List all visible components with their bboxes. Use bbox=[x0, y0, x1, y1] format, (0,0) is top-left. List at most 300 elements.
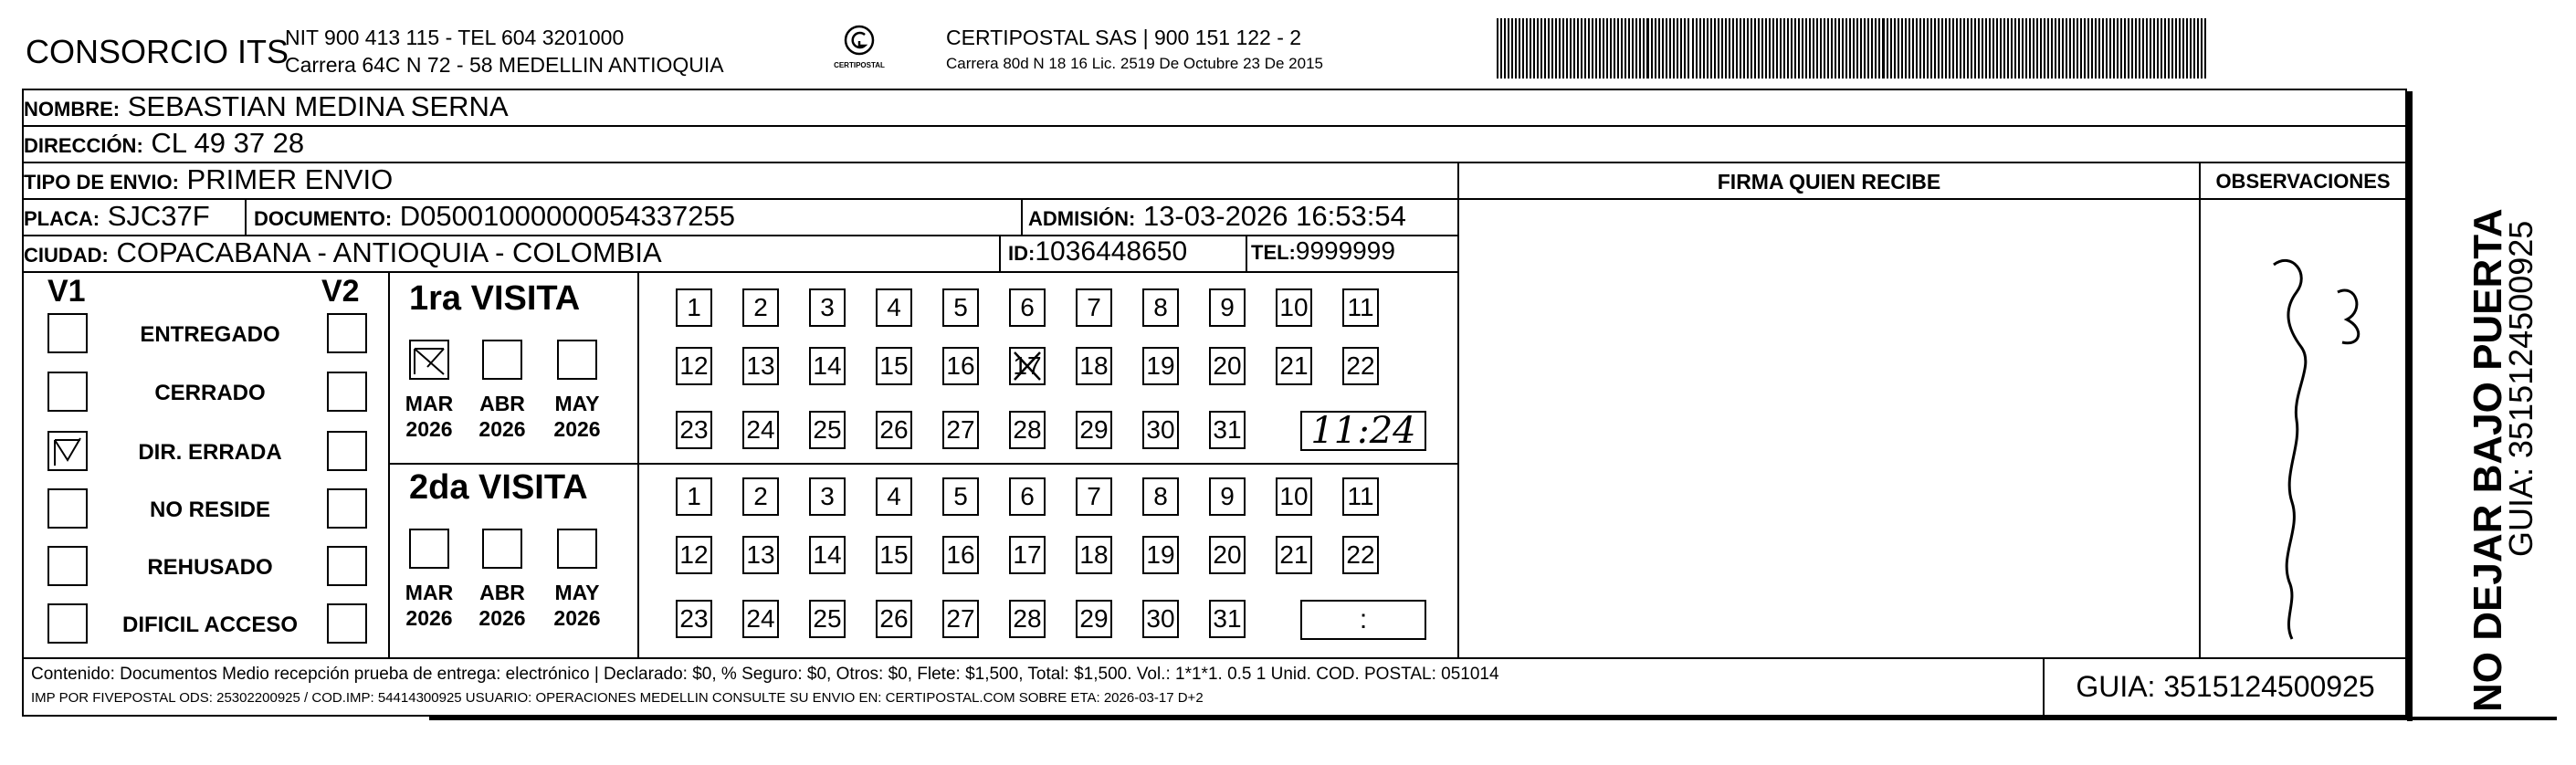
status-label: DIFICIL ACCESO bbox=[121, 613, 298, 637]
barcode-bar bbox=[2190, 18, 2192, 79]
barcode-bar bbox=[1871, 18, 1873, 79]
barcode-bar bbox=[1632, 18, 1634, 79]
day-box[interactable]: 3 bbox=[809, 477, 846, 516]
barcode-bar bbox=[1603, 18, 1604, 79]
barcode-bar bbox=[1621, 18, 1623, 79]
barcode-bar bbox=[2153, 18, 2155, 79]
barcode-bar bbox=[1930, 18, 1932, 79]
day-box[interactable]: 17 bbox=[1009, 347, 1046, 385]
barcode-bar bbox=[2022, 18, 2024, 79]
barcode-bar bbox=[1791, 18, 1793, 79]
barcode-bar bbox=[1985, 18, 1987, 79]
divider-observaciones bbox=[2199, 163, 2201, 657]
day-box[interactable]: 27 bbox=[942, 411, 979, 449]
month-year: 2026 bbox=[478, 417, 526, 441]
barcode-bar bbox=[1588, 18, 1590, 79]
divider-obs-right bbox=[2405, 163, 2407, 657]
barcode-bar bbox=[1725, 18, 1727, 79]
firma-heading: FIRMA QUIEN RECIBE bbox=[1717, 170, 1941, 194]
barcode-bar bbox=[1610, 18, 1612, 79]
barcode-bar bbox=[1989, 18, 1991, 79]
divider-status bbox=[388, 273, 390, 657]
id-value: 1036448650 bbox=[1035, 236, 1188, 267]
courier-logo-text: CERTIPOSTAL bbox=[834, 61, 885, 69]
barcode-bar bbox=[1956, 18, 1958, 79]
placa-value: SJC37F bbox=[107, 200, 210, 232]
barcode-bar bbox=[2029, 18, 2031, 79]
barcode-bar bbox=[1592, 18, 1593, 79]
barcode-bar bbox=[2135, 18, 2137, 79]
footer-imp: IMP POR FIVEPOSTAL ODS: 25302200925 / COD.IMP: 54414300925 USUARIO: OPERACIONES MEDELLIN CONSULTE SU ENVIO EN: CERTIPOSTAL.COM SOBRE ETA: 2026-03-17 D+2 bbox=[31, 690, 1204, 706]
row-direccion bbox=[24, 127, 2407, 163]
barcode-bar bbox=[1714, 18, 1716, 79]
day-box[interactable]: 19 bbox=[1142, 347, 1179, 385]
day-box[interactable]: 2 bbox=[742, 477, 779, 516]
barcode-bar bbox=[1772, 18, 1774, 79]
admision-value: 13-03-2026 16:53:54 bbox=[1142, 200, 1406, 232]
courier-license: Carrera 80d N 18 16 Lic. 2519 De Octubre 23 De 2015 bbox=[946, 55, 1323, 72]
barcode-bar bbox=[1747, 18, 1749, 79]
barcode-bar bbox=[1519, 18, 1520, 79]
month-name: MAR bbox=[405, 581, 454, 604]
day-box[interactable]: 5 bbox=[942, 477, 979, 516]
divider-admision bbox=[1021, 200, 1023, 236]
barcode-bar bbox=[2095, 18, 2097, 79]
month-checkbox[interactable] bbox=[409, 340, 449, 380]
check-mark-icon bbox=[411, 341, 447, 378]
barcode-bar bbox=[1945, 18, 1947, 79]
barcode-bar bbox=[1831, 18, 1833, 79]
barcode-bar bbox=[2003, 18, 2005, 79]
barcode-bar bbox=[1617, 18, 1619, 79]
footer-guia: GUIA: 3515124500925 bbox=[2076, 670, 2375, 703]
barcode-bar bbox=[2157, 18, 2159, 79]
day-box[interactable]: 14 bbox=[809, 536, 846, 574]
day-box[interactable]: 22 bbox=[1342, 347, 1379, 385]
barcode-bar bbox=[1551, 18, 1553, 79]
barcode-bar bbox=[2150, 18, 2151, 79]
barcode-bar bbox=[2186, 18, 2188, 79]
barcode-bar bbox=[2164, 18, 2166, 79]
barcode-bar bbox=[2069, 18, 2071, 79]
day-box[interactable]: 22 bbox=[1342, 536, 1379, 574]
barcode-bar bbox=[1916, 18, 1918, 79]
status-label: NO RESIDE bbox=[149, 498, 271, 522]
barcode-bar bbox=[1651, 18, 1653, 79]
barcode-bar bbox=[1878, 18, 1880, 79]
day-box[interactable]: 14 bbox=[809, 347, 846, 385]
barcode-bar bbox=[1624, 18, 1626, 79]
barcode-bar bbox=[1949, 18, 1950, 79]
side-warning bbox=[2420, 82, 2510, 721]
barcode-bar bbox=[1677, 18, 1678, 79]
month-checkbox[interactable] bbox=[557, 529, 597, 569]
observation-handwriting bbox=[2210, 246, 2392, 648]
barcode-bar bbox=[1805, 18, 1807, 79]
barcode-bar bbox=[2168, 18, 2170, 79]
day-box[interactable]: 6 bbox=[1009, 288, 1046, 327]
barcode-bar bbox=[2087, 18, 2089, 79]
month-name: MAY bbox=[554, 581, 600, 604]
v1-checkbox[interactable] bbox=[47, 603, 88, 644]
day-box[interactable]: 28 bbox=[1009, 600, 1046, 638]
month-checkbox[interactable] bbox=[557, 340, 597, 380]
company-nit: NIT 900 413 115 - TEL 604 3201000 bbox=[285, 26, 625, 49]
month-label bbox=[473, 580, 531, 631]
day-box[interactable]: 23 bbox=[676, 600, 712, 638]
barcode-bar bbox=[2175, 18, 2177, 79]
barcode-bar bbox=[1666, 18, 1667, 79]
barcode-bar bbox=[1555, 18, 1557, 79]
barcode-bar bbox=[1890, 18, 1892, 79]
status-label: ENTREGADO bbox=[140, 322, 280, 347]
barcode-bar bbox=[1882, 18, 1885, 79]
barcode-bar bbox=[2120, 18, 2122, 79]
v2-checkbox[interactable] bbox=[327, 313, 367, 353]
day-box[interactable]: 5 bbox=[942, 288, 979, 327]
day-box[interactable]: 29 bbox=[1076, 600, 1112, 638]
day-box[interactable]: 11 bbox=[1342, 477, 1379, 516]
barcode-bar bbox=[2044, 18, 2045, 79]
barcode-bar bbox=[1813, 18, 1814, 79]
barcode-bar bbox=[1504, 18, 1506, 79]
barcode-bar bbox=[1776, 18, 1778, 79]
barcode-bar bbox=[1643, 18, 1645, 79]
barcode-bar bbox=[1887, 18, 1888, 79]
barcode-bar bbox=[1923, 18, 1925, 79]
barcode-bar bbox=[1996, 18, 1998, 79]
barcode-bar bbox=[1533, 18, 1535, 79]
barcode-bar bbox=[1684, 18, 1686, 79]
day-box[interactable]: 21 bbox=[1276, 347, 1312, 385]
barcode-bar bbox=[2124, 18, 2126, 79]
barcode-bar bbox=[1809, 18, 1811, 79]
day-box[interactable]: 4 bbox=[876, 288, 912, 327]
visit-title: 1ra VISITA bbox=[409, 279, 581, 318]
check-mark-icon bbox=[1011, 349, 1044, 383]
barcode-bar bbox=[1732, 18, 1734, 79]
barcode-bar bbox=[1905, 18, 1907, 79]
barcode-bar bbox=[1974, 18, 1976, 79]
barcode-bar bbox=[1635, 18, 1637, 79]
barcode-bar bbox=[2051, 18, 2053, 79]
barcode-bar bbox=[1912, 18, 1914, 79]
barcode-bar bbox=[1570, 18, 1572, 79]
barcode-bar bbox=[1856, 18, 1858, 79]
barcode-bar bbox=[1511, 18, 1513, 79]
month-name: MAY bbox=[554, 392, 600, 415]
month-checkbox[interactable] bbox=[482, 340, 522, 380]
tel-label: TEL: bbox=[1251, 241, 1296, 264]
barcode-bar bbox=[2025, 18, 2027, 79]
barcode-bar bbox=[1849, 18, 1851, 79]
admision-label: ADMISIÓN: bbox=[1028, 207, 1136, 230]
barcode-bar bbox=[2011, 18, 2013, 79]
day-box[interactable]: 26 bbox=[876, 411, 912, 449]
day-box[interactable]: 18 bbox=[1076, 347, 1112, 385]
day-box[interactable]: 9 bbox=[1209, 288, 1246, 327]
barcode-bar bbox=[1867, 18, 1869, 79]
barcode-bar bbox=[2073, 18, 2075, 79]
id-label: ID: bbox=[1008, 242, 1036, 265]
day-box[interactable]: 3 bbox=[809, 288, 846, 327]
barcode-bar bbox=[2047, 18, 2049, 79]
time-box[interactable]: 11:24 bbox=[1300, 411, 1426, 451]
barcode-bar bbox=[1816, 18, 1818, 79]
month-checkbox[interactable] bbox=[482, 529, 522, 569]
documento-field bbox=[254, 200, 735, 233]
barcode-bar bbox=[1908, 18, 1910, 79]
day-box[interactable]: 17 bbox=[1009, 536, 1046, 574]
barcode-bar bbox=[1794, 18, 1796, 79]
day-box[interactable]: 18 bbox=[1076, 536, 1112, 574]
day-box[interactable]: 8 bbox=[1142, 288, 1179, 327]
day-box[interactable]: 10 bbox=[1276, 288, 1312, 327]
day-box[interactable]: 12 bbox=[676, 347, 712, 385]
ciudad-value: COPACABANA - ANTIOQUIA - COLOMBIA bbox=[116, 236, 662, 268]
barcode-bar bbox=[2062, 18, 2064, 79]
v1-checkbox[interactable] bbox=[47, 372, 88, 412]
month-year: 2026 bbox=[405, 417, 453, 441]
day-box[interactable]: 30 bbox=[1142, 600, 1179, 638]
barcode-bar bbox=[1515, 18, 1517, 79]
barcode-bar bbox=[1853, 18, 1855, 79]
v2-checkbox[interactable] bbox=[327, 488, 367, 529]
day-box[interactable]: 24 bbox=[742, 411, 779, 449]
divider-guia bbox=[2043, 657, 2045, 717]
day-box[interactable]: 24 bbox=[742, 600, 779, 638]
barcode-bar bbox=[1798, 18, 1800, 79]
day-box[interactable]: 12 bbox=[676, 536, 712, 574]
tipo-label: TIPO DE ENVIO: bbox=[24, 171, 179, 194]
day-box[interactable]: 26 bbox=[876, 600, 912, 638]
nombre-value: SEBASTIAN MEDINA SERNA bbox=[127, 90, 509, 122]
day-box[interactable]: 20 bbox=[1209, 536, 1246, 574]
divider-firma bbox=[1457, 163, 1459, 657]
barcode-bar bbox=[2128, 18, 2129, 79]
barcode-bar bbox=[1562, 18, 1564, 79]
row-nombre bbox=[24, 90, 2407, 127]
day-box[interactable]: 1 bbox=[676, 288, 712, 327]
barcode-bar bbox=[1707, 18, 1709, 79]
barcode-bar bbox=[2077, 18, 2078, 79]
barcode-bar bbox=[1658, 18, 1660, 79]
v2-checkbox[interactable] bbox=[327, 546, 367, 586]
company-name: CONSORCIO ITS bbox=[26, 33, 289, 70]
barcode-bar bbox=[1696, 18, 1698, 79]
v1-checkbox[interactable] bbox=[47, 313, 88, 353]
barcode-bar bbox=[1573, 18, 1575, 79]
barcode-bar bbox=[1566, 18, 1568, 79]
day-box[interactable]: 2 bbox=[742, 288, 779, 327]
day-box[interactable]: 10 bbox=[1276, 477, 1312, 516]
day-box[interactable]: 20 bbox=[1209, 347, 1246, 385]
month-year: 2026 bbox=[553, 606, 601, 630]
barcode-bar bbox=[2106, 18, 2108, 79]
barcode-bar bbox=[1703, 18, 1705, 79]
tel-value: 9999999 bbox=[1295, 236, 1395, 265]
month-year: 2026 bbox=[553, 417, 601, 441]
month-label bbox=[548, 391, 606, 442]
barcode-bar bbox=[1646, 18, 1649, 79]
month-label bbox=[548, 580, 606, 631]
barcode bbox=[1495, 16, 2216, 82]
barcode-bar bbox=[1628, 18, 1630, 79]
barcode-bar bbox=[2182, 18, 2184, 79]
barcode-bar bbox=[1599, 18, 1601, 79]
barcode-bar bbox=[1780, 18, 1782, 79]
day-box[interactable]: 4 bbox=[876, 477, 912, 516]
status-label: REHUSADO bbox=[147, 555, 273, 580]
month-name: ABR bbox=[479, 392, 525, 415]
barcode-bar bbox=[2201, 18, 2203, 79]
barcode-bar bbox=[1740, 18, 1741, 79]
barcode-bar bbox=[2033, 18, 2035, 79]
barcode-bar bbox=[2084, 18, 2086, 79]
day-box[interactable]: 23 bbox=[676, 411, 712, 449]
form-frame-shadow bbox=[429, 717, 2557, 720]
side-warning-text: NO DEJAR BAJO PUERTA bbox=[2466, 208, 2510, 712]
day-box[interactable]: 6 bbox=[1009, 477, 1046, 516]
status-label: DIR. ERRADA bbox=[138, 440, 282, 465]
time-box[interactable]: : bbox=[1300, 600, 1426, 640]
barcode-bar bbox=[1655, 18, 1656, 79]
day-box[interactable]: 31 bbox=[1209, 411, 1246, 449]
barcode-bar bbox=[1758, 18, 1760, 79]
day-box[interactable]: 16 bbox=[942, 536, 979, 574]
documento-label: DOCUMENTO: bbox=[254, 207, 393, 230]
v2-checkbox[interactable] bbox=[327, 372, 367, 412]
day-box[interactable]: 7 bbox=[1076, 477, 1112, 516]
barcode-bar bbox=[1919, 18, 1921, 79]
day-box[interactable]: 1 bbox=[676, 477, 712, 516]
day-box[interactable]: 19 bbox=[1142, 536, 1179, 574]
barcode-bar bbox=[1769, 18, 1771, 79]
barcode-bar bbox=[2117, 18, 2119, 79]
barcode-bar bbox=[1544, 18, 1546, 79]
row-ciudad bbox=[24, 236, 1457, 273]
direccion-value: CL 49 37 28 bbox=[151, 127, 305, 159]
barcode-bar bbox=[1692, 18, 1694, 79]
barcode-bar bbox=[1845, 18, 1847, 79]
barcode-bar bbox=[1559, 18, 1561, 79]
barcode-bar bbox=[1754, 18, 1756, 79]
day-box[interactable]: 11 bbox=[1342, 288, 1379, 327]
form-frame-shadow-right bbox=[2407, 91, 2413, 721]
barcode-bar bbox=[2066, 18, 2067, 79]
barcode-bar bbox=[1864, 18, 1866, 79]
day-box[interactable]: 15 bbox=[876, 347, 912, 385]
barcode-bar bbox=[1827, 18, 1829, 79]
barcode-bar bbox=[1729, 18, 1730, 79]
day-box[interactable]: 29 bbox=[1076, 411, 1112, 449]
company-address: Carrera 64C N 72 - 58 MEDELLIN ANTIOQUIA bbox=[285, 53, 724, 77]
v1-checkbox[interactable] bbox=[47, 546, 88, 586]
day-box[interactable]: 25 bbox=[809, 411, 846, 449]
footer-content: Contenido: Documentos Medio recepción prueba de entrega: electrónico | Declarado: $0, % Seguro: $0, Otros: $0, Flete: $1,500, Total: $1,500. Vol.: 1*1*1. 0.5 1 Unid. COD. POSTAL: 051014 bbox=[31, 665, 1499, 684]
v1-checkbox[interactable] bbox=[47, 488, 88, 529]
barcode-bar bbox=[1938, 18, 1940, 79]
day-box[interactable]: 13 bbox=[742, 536, 779, 574]
firma-heading-rule bbox=[1457, 198, 2407, 200]
barcode-bar bbox=[1669, 18, 1671, 79]
barcode-bar bbox=[1978, 18, 1980, 79]
barcode-bar bbox=[2036, 18, 2038, 79]
barcode-bar bbox=[2161, 18, 2162, 79]
barcode-bar bbox=[1860, 18, 1862, 79]
barcode-bar bbox=[1761, 18, 1763, 79]
barcode-bar bbox=[1508, 18, 1509, 79]
barcode-bar bbox=[2131, 18, 2133, 79]
barcode-bar bbox=[1584, 18, 1586, 79]
barcode-bar bbox=[1802, 18, 1803, 79]
day-box[interactable]: 7 bbox=[1076, 288, 1112, 327]
barcode-bar bbox=[2139, 18, 2140, 79]
barcode-bar bbox=[1581, 18, 1582, 79]
divider-tel bbox=[1246, 236, 1247, 273]
v2-label: V2 bbox=[321, 274, 360, 309]
barcode-bar bbox=[2018, 18, 2020, 79]
side-guia-text: GUIA: 3515124500925 bbox=[2502, 220, 2539, 557]
v2-checkbox[interactable] bbox=[327, 431, 367, 471]
barcode-bar bbox=[1820, 18, 1822, 79]
nombre-label: NOMBRE: bbox=[24, 98, 121, 121]
month-checkbox[interactable] bbox=[409, 529, 449, 569]
day-box[interactable]: 13 bbox=[742, 347, 779, 385]
v1-checkbox[interactable] bbox=[47, 431, 88, 471]
day-box[interactable]: 21 bbox=[1276, 536, 1312, 574]
day-box[interactable]: 16 bbox=[942, 347, 979, 385]
barcode-bar bbox=[1606, 18, 1608, 79]
visit-title: 2da VISITA bbox=[409, 468, 588, 507]
day-box[interactable]: 15 bbox=[876, 536, 912, 574]
barcode-bar bbox=[2091, 18, 2093, 79]
barcode-bar bbox=[1673, 18, 1675, 79]
month-name: ABR bbox=[479, 581, 525, 604]
day-box[interactable]: 30 bbox=[1142, 411, 1179, 449]
v2-checkbox[interactable] bbox=[327, 603, 367, 644]
barcode-bar bbox=[1952, 18, 1954, 79]
barcode-bar bbox=[1901, 18, 1903, 79]
barcode-bar bbox=[2171, 18, 2173, 79]
barcode-bar bbox=[1639, 18, 1641, 79]
divider-visits bbox=[637, 273, 639, 657]
barcode-bar bbox=[2007, 18, 2009, 79]
day-box[interactable]: 25 bbox=[809, 600, 846, 638]
day-box[interactable]: 31 bbox=[1209, 600, 1246, 638]
barcode-bar bbox=[1783, 18, 1785, 79]
barcode-bar bbox=[1838, 18, 1840, 79]
status-label: CERRADO bbox=[154, 381, 266, 405]
month-year: 2026 bbox=[478, 606, 526, 630]
barcode-bar bbox=[1743, 18, 1745, 79]
barcode-bar bbox=[1526, 18, 1528, 79]
barcode-bar bbox=[2197, 18, 2199, 79]
barcode-bar bbox=[1718, 18, 1719, 79]
month-label bbox=[400, 391, 458, 442]
day-box[interactable]: 27 bbox=[942, 600, 979, 638]
month-label bbox=[400, 580, 458, 631]
day-box[interactable]: 28 bbox=[1009, 411, 1046, 449]
day-box[interactable]: 9 bbox=[1209, 477, 1246, 516]
barcode-bar bbox=[2055, 18, 2056, 79]
month-name: MAR bbox=[405, 392, 454, 415]
barcode-bar bbox=[1662, 18, 1664, 79]
day-box[interactable]: 8 bbox=[1142, 477, 1179, 516]
barcode-bar bbox=[2109, 18, 2111, 79]
barcode-bar bbox=[2098, 18, 2100, 79]
placa-label: PLACA: bbox=[24, 207, 100, 230]
